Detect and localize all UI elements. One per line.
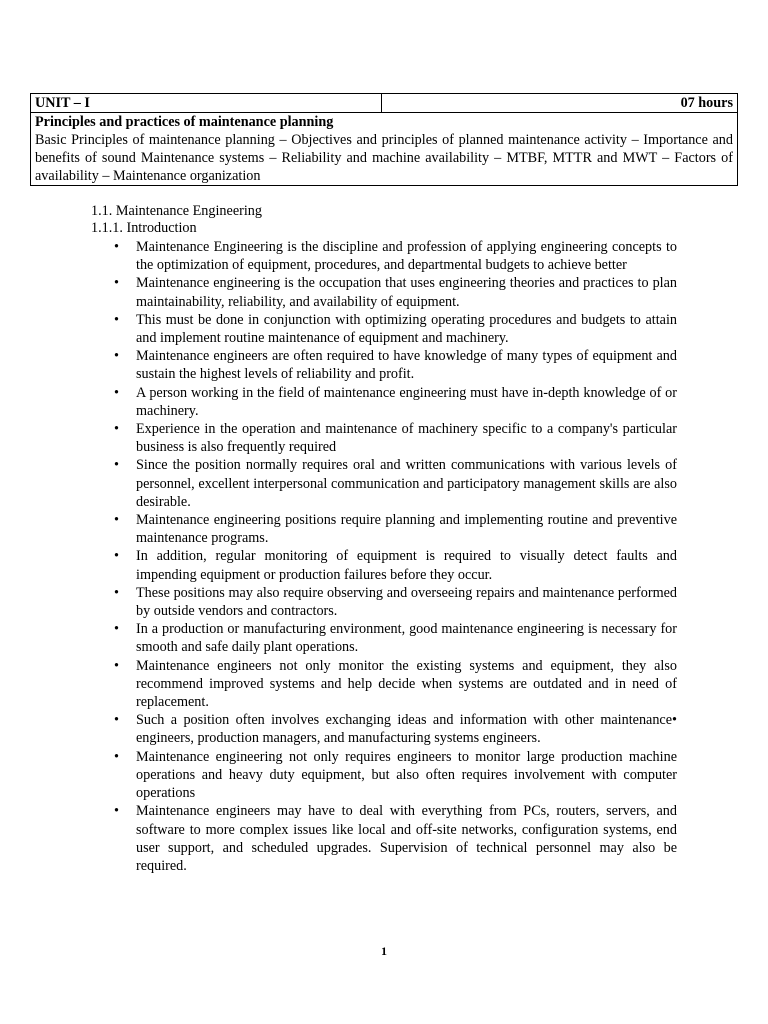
unit-body-row [31, 113, 738, 186]
page-number: 1 [381, 944, 387, 958]
list-item: • This must be done in conjunction with optimizing operating procedures and budgets to attain and implement routine maintenance of equipment and machinery. [136, 311, 677, 347]
section-heading: 1.1. Maintenance Engineering [91, 203, 262, 219]
unit-label: UNIT – I [31, 94, 382, 113]
list-item: • In a production or manufacturing environment, good maintenance engineering is necessary for smooth and safe daily plant operations. [136, 620, 677, 656]
unit-hours: 07 hours [382, 94, 738, 113]
list-item: • Maintenance Engineering is the discipline and profession of applying engineering concepts to the optimization of equipment, procedures, and departmental budgets to achieve better [136, 238, 677, 274]
unit-title: Principles and practices of maintenance planning [35, 114, 334, 130]
unit-description: Basic Principles of maintenance planning – Objectives and principles of planned maintenance activity – Importance and benefits of sound Maintenance systems – Reliability and machine availability – MTBF, MTTR and MWT – Factors of availability – Maintenance organization [35, 132, 733, 184]
list-item: • Such a position often involves exchanging ideas and information with other maintenance• engineers, production managers, and manufacturing systems engineers. [136, 711, 677, 747]
unit-body-cell [31, 113, 738, 186]
list-item: • Maintenance engineers may have to deal with everything from PCs, routers, servers, and software to more complex issues like local and off-site networks, configuration systems, end user support, and scheduled upgrades. Supervision of technical personnel may also be required. [136, 802, 677, 875]
list-item: • Since the position normally requires oral and written communications with various levels of personnel, excellent interpersonal communication and participatory management skills are also desirable. [136, 456, 677, 511]
list-item: • Maintenance engineering is the occupation that uses engineering theories and practices to plan maintainability, reliability, and availability of equipment. [136, 274, 677, 310]
list-item: • These positions may also require observing and overseeing repairs and maintenance performed by outside vendors and contractors. [136, 584, 677, 620]
list-item: • Experience in the operation and maintenance of machinery specific to a company's particular business is also frequently required [136, 420, 677, 456]
list-item: • Maintenance engineering not only requires engineers to monitor large production machine operations and heavy duty equipment, but also often requires involvement with computer operations [136, 748, 677, 803]
list-item: • A person working in the field of maintenance engineering must have in-depth knowledge of or machinery. [136, 384, 677, 420]
bullet-list [136, 238, 677, 875]
unit-summary-table [30, 93, 738, 186]
list-item: • Maintenance engineers not only monitor the existing systems and equipment, they also recommend improved systems and help decide when systems are outdated and in need of replacement. [136, 657, 677, 712]
list-item: • Maintenance engineers are often required to have knowledge of many types of equipment and sustain the highest levels of reliability and profit. [136, 347, 677, 383]
unit-header-row [31, 94, 738, 113]
list-item: • Maintenance engineering positions require planning and implementing routine and preventive maintenance programs. [136, 511, 677, 547]
section-subheading: 1.1.1. Introduction [91, 220, 197, 236]
list-item: • In addition, regular monitoring of equipment is required to visually detect faults and impending equipment or production failures before they occur. [136, 547, 677, 583]
